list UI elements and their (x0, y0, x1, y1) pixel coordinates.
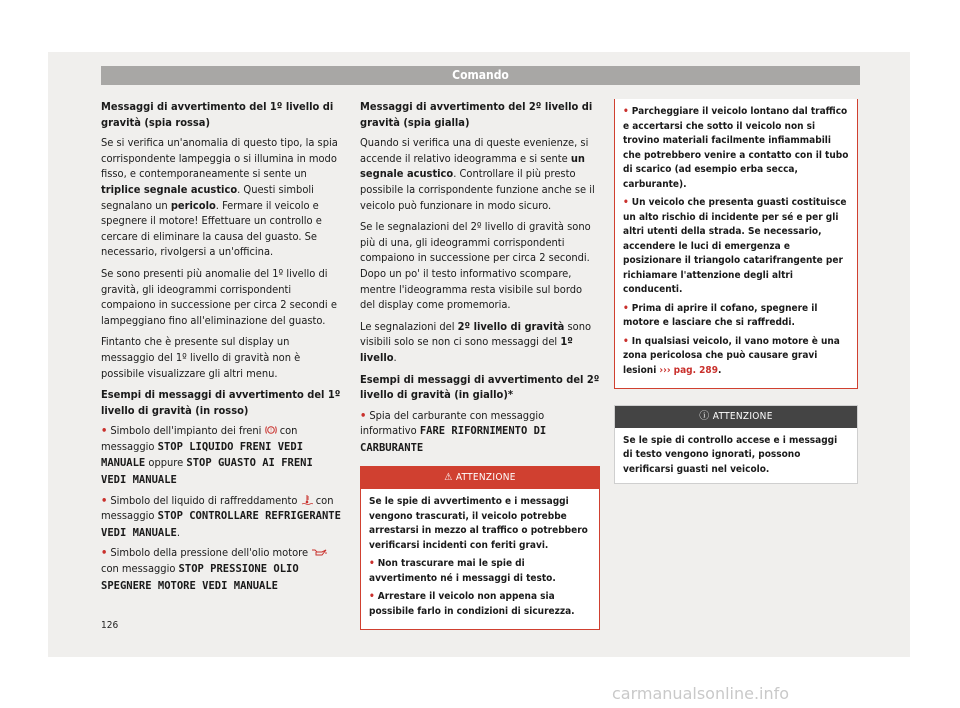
info-circle-icon: ⓘ (699, 411, 710, 422)
paragraph-level2-multiple: Se le segnalazioni del 2º livello di gravità sono più di una, gli ideogrammi corrispondenti compaiono in successione per circa 2 secondi. Dopo un po' il testo informativo scompare, mentre l'ideogramma resta visibile sul bordo del display come promemoria. (360, 220, 591, 312)
heading-level1: Messaggi di avvertimento del 1º livello di gravità (spia rossa) (101, 100, 334, 129)
message-code: STOP CONTROLLARE REFRIGERANTE VEDI MANUALE (101, 510, 341, 539)
warning-text: Se le spie di avvertimento e i messaggi vengono trascurati, il veicolo potrebbe arrestarsi in mezzo al traffico o potrebbero verificarsi incidenti con feriti gravi. (369, 496, 588, 551)
list-item-fuel (360, 408, 600, 457)
text: Un veicolo che presenta guasti costituisce un alto rischio di incidente per sé e per gli altri utenti della strada. Se necessario, accendere le luci di emergenza e posizionare il triangolo catarifrangente per richiamare l'attenzione degli altri conducenti. (623, 197, 847, 295)
bullet-icon: • (101, 493, 108, 507)
bullet-icon: • (360, 408, 367, 422)
svg-text:!: ! (269, 428, 272, 435)
column-1 (101, 99, 344, 598)
warning-title: ATTENZIONE (455, 472, 516, 484)
text: Prima di aprire il cofano, spegnere il motore e lasciare che si raffreddi. (623, 302, 818, 328)
bullet-icon: • (623, 335, 629, 347)
warning-bullet (623, 105, 849, 192)
paragraph-level2-visibility (360, 319, 600, 366)
paragraph-multiple-faults: Se sono presenti più anomalie del 1º livello di gravità, gli ideogrammi corrispondenti compaiono in successione per circa 2 secondi e lampeggiano fino all'eliminazione del guasto. (101, 266, 337, 327)
text: Simbolo della pressione dell'olio motore (110, 546, 312, 560)
text: Non trascurare mai le spie di avvertimento né i messaggi di testo. (369, 558, 556, 584)
caution-box (614, 405, 858, 484)
warning-header (361, 467, 599, 489)
warning-bullet (623, 196, 849, 298)
text-bold: 2º livello di gravità (457, 319, 565, 333)
text-bold: triplice segnale acustico (101, 182, 238, 196)
message-code: STOP PRESSIONE OLIO SPEGNERE MOTORE VEDI MANUALE (101, 563, 299, 592)
text: Le segnalazioni del (360, 319, 458, 333)
warning-bullet (369, 590, 591, 619)
warning-body (615, 99, 857, 388)
text: . (717, 364, 722, 376)
column-3 (614, 99, 858, 484)
oil-can-icon (311, 547, 327, 557)
caution-header (615, 406, 857, 428)
bullet-icon: • (623, 106, 629, 117)
text: In qualsiasi veicolo, il vano motore è una zona pericolosa che può causare gravi lesioni (623, 335, 840, 376)
text-bold: 1º livello (360, 335, 573, 364)
text: con messaggio (101, 424, 298, 453)
text: Simbolo del liquido di raffreddamento (110, 493, 301, 507)
text: . Fermare il veicolo e spegnere il motore! Effettuare un controllo e cercare di eliminare la causa del guasto. Se necessario, rivolgersi a un'officina. (101, 198, 322, 259)
warning-triangle-icon: ⚠ (444, 472, 453, 484)
text: Simbolo dell'impianto dei freni (110, 424, 265, 438)
text: Parcheggiare il veicolo lontano dal traffico e accertarsi che sotto il veicolo non si trovino materiali facilmente infiammabili che potrebbero venire a contatto con il tubo di scarico (ad esempio erba secca, carburante). (623, 106, 849, 190)
text: con messaggio (101, 493, 334, 523)
coolant-temperature-icon (301, 495, 313, 505)
bullet-icon: • (369, 558, 375, 570)
text: con messaggio (101, 562, 179, 576)
message-code: STOP LIQUIDO FRENI VEDI MANUALE (101, 440, 304, 470)
text: Se si verifica un'anomalia di questo tipo, la spia corrispondente lampeggia o si illumina in modo fisso, e contemporaneamente si sente un (101, 136, 338, 181)
page-number: 126 (101, 620, 119, 631)
paragraph-level1-intro (101, 135, 344, 260)
list-item-coolant (101, 493, 344, 542)
warning-bullet (623, 335, 849, 379)
heading-examples-level2: Esempi di messaggi di avvertimento del 2º livello di gravità (in giallo)* (360, 372, 600, 402)
heading-level2: Messaggi di avvertimento del 2º livello di gravità (spia gialla) (360, 100, 593, 129)
text: . Controllare il più presto possibile la corrispondente funzione anche se il veicolo può funzionare in modo sicuro. (360, 167, 595, 212)
message-code: FARE RIFORNIMENTO DI CARBURANTE (360, 425, 547, 454)
section-header: Comando (101, 66, 860, 85)
bullet-icon: • (101, 424, 108, 438)
text: oppure (145, 456, 187, 470)
text-bold: pericolo (170, 198, 216, 212)
text: Quando si verifica una di queste evenienze, si accende il relativo ideogramma e si sente (360, 136, 589, 165)
text: sono visibili solo se non ci sono messaggi del (360, 319, 592, 349)
list-item-brakes (101, 423, 344, 488)
paragraph-level2-intro (360, 135, 600, 213)
warning-box-continued (614, 99, 858, 389)
brake-warning-icon (265, 425, 277, 435)
watermark: carmanualsonline.info (612, 684, 790, 703)
bullet-icon: • (101, 546, 108, 560)
warning-box (360, 466, 600, 630)
caution-text: Se le spie di controllo accese e i messaggi di testo vengono ignorati, possono verificarsi guasti nel veicolo. (623, 434, 838, 475)
warning-bullet (623, 302, 849, 331)
warning-bullet (369, 557, 591, 586)
paragraph-menu-blocked: Fintanto che è presente sul display un messaggio del 1º livello di gravità non è possibile visualizzare gli altri menu. (101, 335, 301, 380)
text: . Questi simboli segnalano un (101, 182, 314, 212)
text: Arrestare il veicolo non appena sia possibile farlo in condizioni di sicurezza. (369, 591, 575, 617)
text: . (393, 350, 397, 364)
warning-body (361, 489, 599, 629)
caution-title: ATTENZIONE (712, 411, 773, 422)
page-reference-link[interactable]: ››› pag. 289 (659, 364, 718, 376)
bullet-icon: • (369, 591, 375, 603)
column-2 (360, 99, 600, 630)
bullet-icon: • (623, 197, 629, 208)
heading-examples-level1: Esempi di messaggi di avvertimento del 1º livello di gravità (in rosso) (101, 388, 341, 417)
text-bold: un segnale acustico (360, 151, 585, 181)
bullet-icon: • (623, 302, 629, 314)
message-code: STOP GUASTO AI FRENI VEDI MANUALE (101, 457, 313, 487)
list-item-oil-pressure (101, 545, 344, 594)
text: Spia del carburante con messaggio informativo (360, 408, 545, 438)
text: . (176, 525, 181, 539)
